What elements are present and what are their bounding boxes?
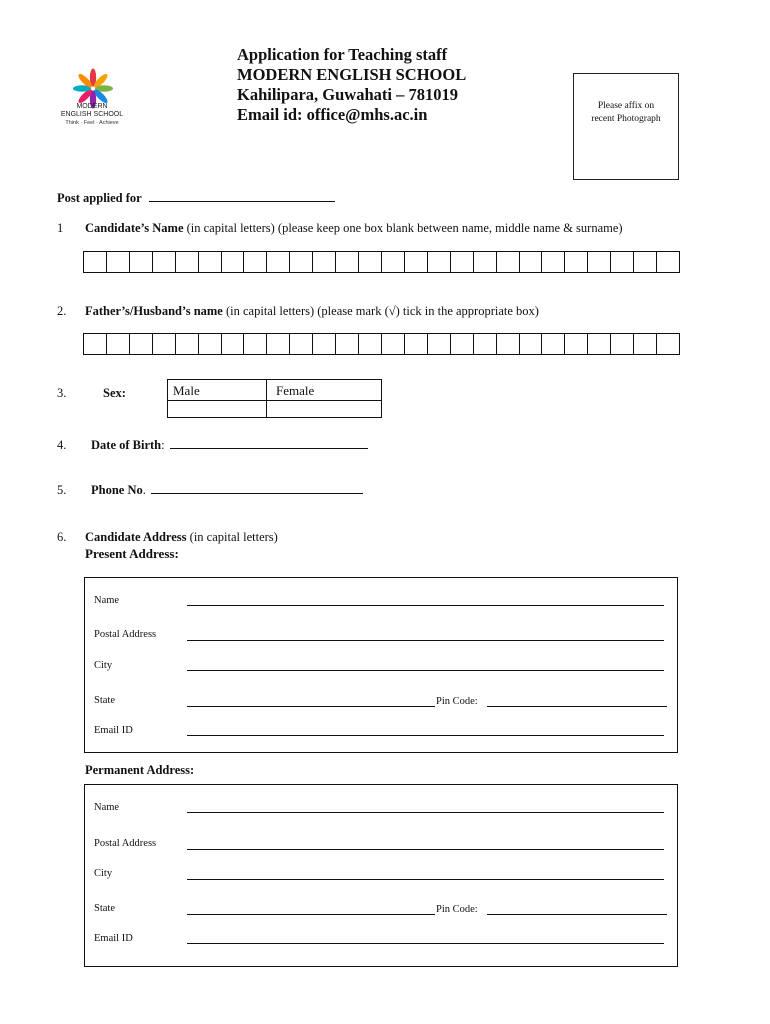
- char-box[interactable]: [336, 334, 359, 354]
- char-box[interactable]: [405, 252, 428, 272]
- char-box[interactable]: [267, 252, 290, 272]
- permanent-email-label: Email ID: [94, 933, 133, 944]
- form-title: Application for Teaching staff: [237, 45, 448, 64]
- char-box[interactable]: [497, 252, 520, 272]
- char-box[interactable]: [634, 334, 657, 354]
- char-box[interactable]: [634, 252, 657, 272]
- char-box[interactable]: [244, 334, 267, 354]
- char-box[interactable]: [107, 334, 130, 354]
- q2-label: [85, 304, 539, 319]
- q6-number: 6.: [57, 530, 67, 544]
- sex-male-checkbox[interactable]: [168, 401, 266, 417]
- present-pin-field[interactable]: [487, 706, 667, 707]
- char-box[interactable]: [497, 334, 520, 354]
- present-postal-label: Postal Address: [94, 629, 157, 640]
- sex-female-checkbox[interactable]: [267, 401, 381, 417]
- q6-label-bold: Candidate Address: [85, 530, 187, 544]
- permanent-address-title: Permanent Address:: [85, 763, 195, 777]
- char-box[interactable]: [290, 334, 313, 354]
- char-box[interactable]: [382, 334, 405, 354]
- char-box[interactable]: [359, 334, 382, 354]
- char-box[interactable]: [611, 252, 634, 272]
- char-box[interactable]: [520, 334, 543, 354]
- present-address-title: Present Address:: [85, 546, 179, 561]
- logo-name-line2: ENGLISH SCHOOL: [60, 111, 124, 118]
- sex-option-male: Male: [173, 383, 200, 398]
- father-name-boxes[interactable]: [83, 333, 680, 355]
- q1-label: [85, 221, 623, 236]
- char-box[interactable]: [359, 252, 382, 272]
- char-box[interactable]: [565, 252, 588, 272]
- logo-name-line1: MODERN: [76, 103, 108, 110]
- phone-label: Phone No: [91, 483, 143, 497]
- q1-label-bold: Candidate’s Name: [85, 221, 184, 235]
- post-applied-label: Post applied for: [57, 191, 142, 205]
- q6-label: [85, 530, 278, 545]
- sex-option-female: Female: [276, 383, 315, 398]
- post-applied-field[interactable]: [149, 191, 335, 202]
- char-box[interactable]: [199, 252, 222, 272]
- char-box[interactable]: [130, 334, 153, 354]
- permanent-postal-label: Postal Address: [94, 838, 157, 849]
- char-box[interactable]: [336, 252, 359, 272]
- sex-label: Sex:: [103, 386, 126, 400]
- char-box[interactable]: [520, 252, 543, 272]
- char-box[interactable]: [428, 334, 451, 354]
- char-box[interactable]: [657, 252, 679, 272]
- dob-field[interactable]: [170, 438, 368, 449]
- q2-label-rest: (in capital letters) (please mark (√) tick in the appropriate box): [222, 304, 539, 318]
- char-box[interactable]: [611, 334, 634, 354]
- char-box[interactable]: [84, 334, 107, 354]
- q6-label-rest: (in capital letters): [186, 530, 278, 544]
- char-box[interactable]: [222, 334, 245, 354]
- char-box[interactable]: [176, 334, 199, 354]
- char-box[interactable]: [153, 334, 176, 354]
- char-box[interactable]: [84, 252, 107, 272]
- present-pin-label: Pin Code:: [436, 696, 478, 707]
- present-postal-field[interactable]: [187, 640, 664, 641]
- phone-dot: .: [142, 483, 146, 497]
- char-box[interactable]: [588, 252, 611, 272]
- char-box[interactable]: [130, 252, 153, 272]
- char-box[interactable]: [451, 334, 474, 354]
- present-address-box: [84, 577, 678, 753]
- char-box[interactable]: [313, 252, 336, 272]
- present-name-label: Name: [94, 595, 120, 606]
- q2-number: 2.: [57, 304, 67, 318]
- permanent-pin-field[interactable]: [487, 914, 667, 915]
- q2-label-bold: Father’s/Husband’s name: [85, 304, 223, 318]
- char-box[interactable]: [588, 334, 611, 354]
- char-box[interactable]: [451, 252, 474, 272]
- school-email: Email id: office@mhs.ac.in: [237, 105, 428, 124]
- photo-box[interactable]: [573, 73, 679, 180]
- char-box[interactable]: [428, 252, 451, 272]
- char-box[interactable]: [405, 334, 428, 354]
- phone-row: [91, 483, 363, 498]
- q5-number: 5.: [57, 483, 67, 497]
- q1-label-rest: (in capital letters) (please keep one box blank between name, middle name & surname): [183, 221, 623, 235]
- present-state-field[interactable]: [187, 706, 435, 707]
- char-box[interactable]: [107, 252, 130, 272]
- char-box[interactable]: [474, 252, 497, 272]
- char-box[interactable]: [565, 334, 588, 354]
- post-applied-row: [57, 191, 335, 206]
- school-address: Kahilipara, Guwahati – 781019: [237, 85, 458, 104]
- char-box[interactable]: [290, 252, 313, 272]
- permanent-pin-label: Pin Code:: [436, 904, 478, 915]
- logo-name: [52, 103, 132, 119]
- present-city-field[interactable]: [187, 670, 664, 671]
- char-box[interactable]: [313, 334, 336, 354]
- present-city-label: City: [94, 660, 113, 671]
- logo-tagline: Think · Feel · Achieve: [65, 120, 119, 126]
- photo-instructions-line2: recent Photograph: [591, 114, 661, 124]
- q3-number: 3.: [57, 386, 67, 400]
- dob-label: Date of Birth: [91, 438, 162, 452]
- q4-number: 4.: [57, 438, 67, 452]
- present-email-label: Email ID: [94, 725, 133, 736]
- permanent-state-label: State: [94, 903, 115, 914]
- present-email-field[interactable]: [187, 735, 664, 736]
- present-state-label: State: [94, 695, 115, 706]
- char-box[interactable]: [176, 252, 199, 272]
- char-box[interactable]: [542, 252, 565, 272]
- char-box[interactable]: [153, 252, 176, 272]
- present-name-field[interactable]: [187, 605, 664, 606]
- char-box[interactable]: [474, 334, 497, 354]
- permanent-name-field[interactable]: [187, 812, 664, 813]
- permanent-email-field[interactable]: [187, 943, 664, 944]
- dob-row: [91, 438, 368, 453]
- char-box[interactable]: [199, 334, 222, 354]
- permanent-postal-field[interactable]: [187, 849, 664, 850]
- char-box[interactable]: [222, 252, 245, 272]
- dob-colon: :: [161, 438, 165, 452]
- permanent-city-field[interactable]: [187, 879, 664, 880]
- char-box[interactable]: [244, 252, 267, 272]
- phone-field[interactable]: [151, 483, 363, 494]
- permanent-state-field[interactable]: [187, 914, 435, 915]
- char-box[interactable]: [542, 334, 565, 354]
- char-box[interactable]: [657, 334, 679, 354]
- q1-number: 1: [57, 221, 64, 235]
- permanent-name-label: Name: [94, 802, 120, 813]
- photo-instructions-line1: Please affix on: [597, 101, 655, 111]
- permanent-city-label: City: [94, 868, 113, 879]
- char-box[interactable]: [382, 252, 405, 272]
- char-box[interactable]: [267, 334, 290, 354]
- photo-instructions: [573, 100, 679, 126]
- candidate-name-boxes[interactable]: [83, 251, 680, 273]
- school-name: MODERN ENGLISH SCHOOL: [237, 65, 467, 84]
